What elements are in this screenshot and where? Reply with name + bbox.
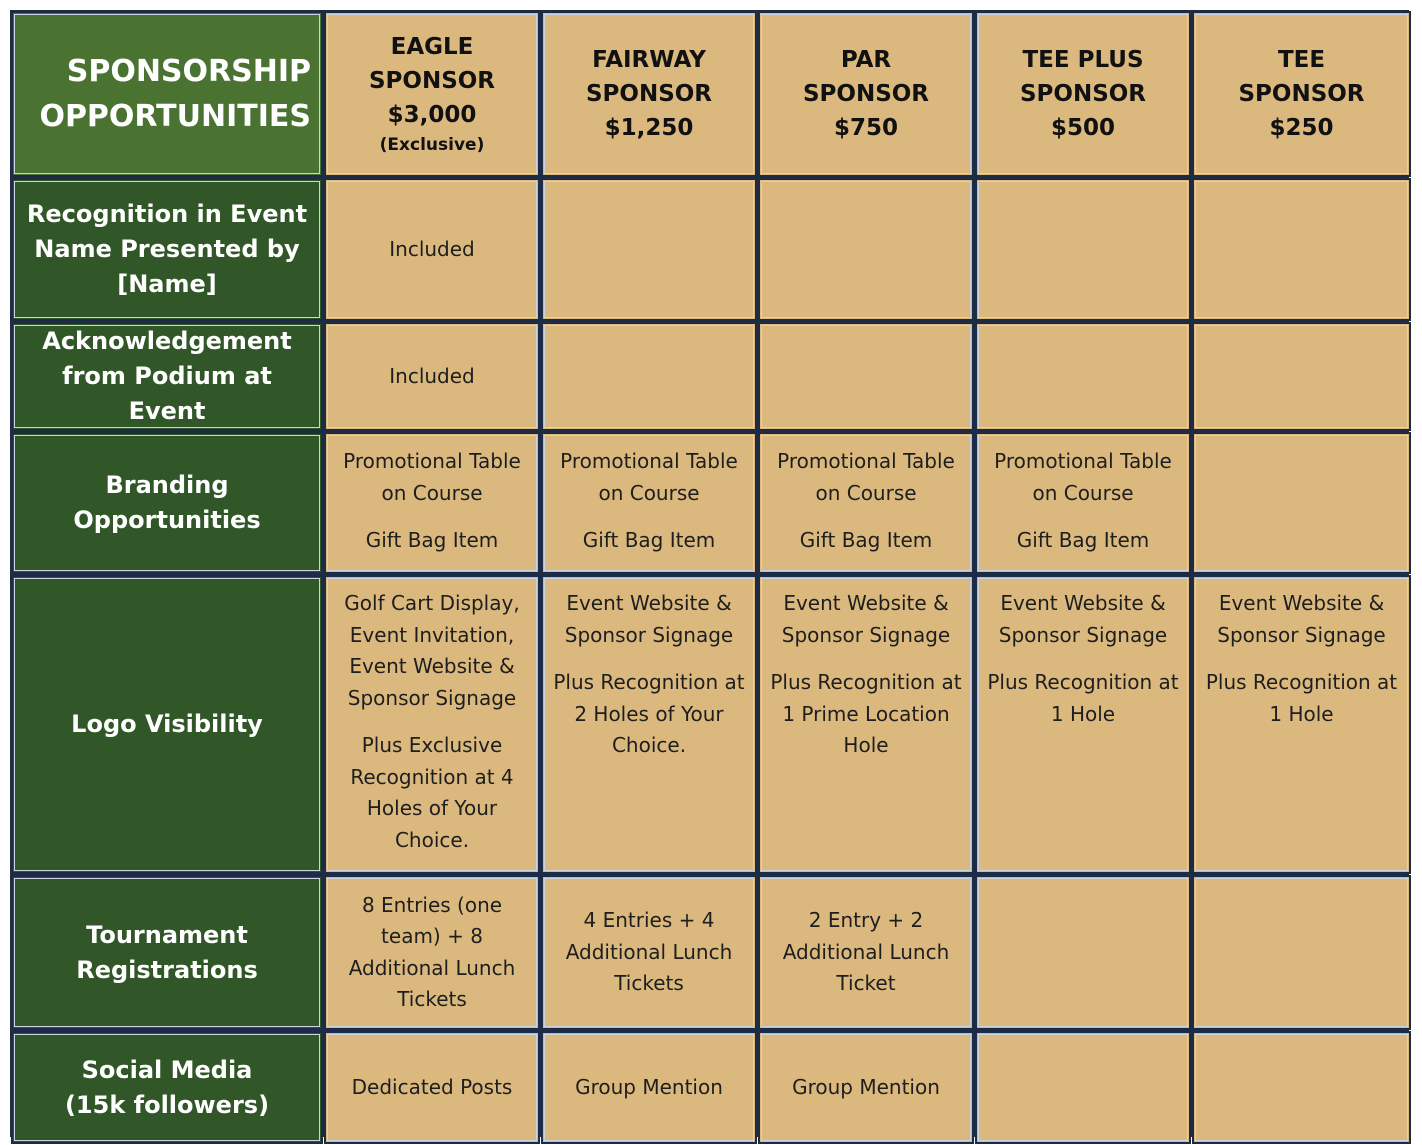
tier-name: EAGLE [390, 34, 474, 60]
benefit-line: Sponsor Signage [347, 685, 517, 710]
benefit-line: Promotional Table [994, 449, 1172, 473]
benefit-cell [324, 875, 540, 1030]
empty-cell [1192, 432, 1411, 574]
row-label-line: (15k followers) [64, 1090, 270, 1119]
tier-name: PAR [840, 47, 892, 73]
row-label-line: Name Presented by [34, 235, 300, 263]
benefit-line: Event Website & [1000, 591, 1166, 615]
empty-cell [1192, 178, 1411, 321]
benefit-line: Hole [843, 733, 889, 757]
row-label-line: Recognition in Event [26, 200, 308, 228]
benefit-cell [758, 875, 974, 1030]
table-title-line: OPPORTUNITIES [39, 99, 311, 134]
benefit-line: Recognition at 4 [350, 764, 514, 789]
benefit-line: Plus Recognition at [987, 670, 1179, 694]
benefit-line: on Course [381, 480, 483, 505]
empty-cell [1192, 875, 1411, 1030]
benefit-line: Sponsor Signage [781, 622, 951, 647]
benefit-line: Event Website & [349, 654, 515, 678]
empty-cell [975, 322, 1191, 431]
tier-price: $500 [1050, 115, 1115, 141]
benefit-line: Plus Recognition at [553, 670, 745, 694]
benefit-line: Holes of Your [366, 796, 498, 820]
benefit-cell [1192, 575, 1411, 874]
benefit-line: Additional Lunch [782, 939, 950, 964]
row-label [11, 432, 323, 574]
row-label-line: [Name] [117, 270, 217, 298]
benefit-cell [758, 432, 974, 574]
benefit-cell [324, 432, 540, 574]
tier-name: FAIRWAY [592, 47, 706, 73]
table-title [11, 11, 323, 177]
row-label-line: Tournament [86, 920, 248, 949]
tier-price: $3,000 [387, 102, 477, 128]
benefit-line: on Course [815, 480, 917, 505]
benefit-cell [541, 575, 757, 874]
benefit-line: Included [389, 236, 475, 261]
benefit-line: Golf Cart Display, [344, 591, 520, 615]
benefit-line: Gift Bag Item [365, 528, 499, 552]
row-label [11, 322, 323, 431]
benefit-cell [758, 1031, 974, 1144]
benefit-cell [324, 575, 540, 874]
benefit-line: 1 Hole [1269, 701, 1334, 726]
tier-header-tee [1192, 11, 1411, 177]
tier-header-tee-plus [975, 11, 1191, 177]
benefit-line: Event Website & [1218, 591, 1385, 615]
tier-price: $750 [833, 115, 898, 141]
benefit-line: 4 Entries + 4 [583, 908, 715, 933]
row-label-line: from Podium at Event [62, 362, 272, 425]
benefit-line: Sponsor Signage [1217, 622, 1386, 647]
empty-cell [758, 178, 974, 321]
tier-name: TEE PLUS [1022, 47, 1144, 73]
empty-cell [541, 178, 757, 321]
tier-note: (Exclusive) [379, 135, 485, 155]
tier-price: $250 [1269, 115, 1334, 141]
benefit-line: 1 Hole [1050, 701, 1116, 726]
benefit-line: Group Mention [575, 1074, 723, 1099]
tier-sponsor-label: SPONSOR [585, 81, 713, 107]
benefit-line: Gift Bag Item [799, 528, 933, 552]
row-label [11, 875, 323, 1030]
benefit-line: Additional Lunch [348, 955, 516, 980]
benefit-line: Plus Recognition at [1205, 670, 1398, 694]
empty-cell [1192, 322, 1411, 431]
benefit-line: Sponsor Signage [998, 622, 1168, 647]
benefit-line: Promotional Table [777, 449, 955, 473]
tier-header-par [758, 11, 974, 177]
row-label-line: Logo Visibility [71, 710, 263, 738]
benefit-line: Event Website & [566, 591, 732, 615]
row-label [11, 1031, 323, 1144]
tier-name: TEE [1277, 47, 1326, 73]
table-title-line: SPONSORSHIP [66, 54, 311, 89]
benefit-line: Sponsor Signage [564, 622, 734, 647]
benefit-line: Dedicated Posts [351, 1074, 513, 1099]
benefit-cell [541, 1031, 757, 1144]
benefit-line: Promotional Table [560, 449, 738, 473]
benefit-cell [324, 1031, 540, 1144]
row-label [11, 178, 323, 321]
empty-cell [758, 322, 974, 431]
tier-header-fairway [541, 11, 757, 177]
tier-sponsor-label: SPONSOR [802, 81, 930, 107]
tier-sponsor-label: SPONSOR [1019, 81, 1147, 107]
benefit-cell [975, 575, 1191, 874]
benefit-line: on Course [598, 480, 700, 505]
benefit-cell [758, 575, 974, 874]
benefit-line: team) + 8 [381, 924, 483, 948]
tier-price: $1,250 [604, 115, 694, 141]
benefit-line: Plus Exclusive [361, 733, 503, 757]
benefit-line: Event Invitation, [349, 622, 515, 647]
tier-sponsor-label: SPONSOR [1238, 81, 1365, 107]
benefit-line: 2 Holes of Your [574, 701, 724, 726]
benefit-cell [541, 432, 757, 574]
empty-cell [975, 1031, 1191, 1144]
benefit-line: Choice. [611, 733, 687, 757]
benefit-line: Tickets [614, 971, 684, 996]
benefit-line: Event Website & [783, 591, 949, 615]
benefit-line: on Course [1032, 480, 1134, 505]
benefit-line: Tickets [397, 987, 467, 1011]
benefit-line: 2 Entry + 2 [808, 908, 924, 933]
benefit-line: Included [389, 363, 475, 388]
benefit-line: Promotional Table [343, 449, 521, 473]
tier-header-eagle [324, 11, 540, 177]
benefit-line: Ticket [836, 971, 896, 996]
benefit-cell [975, 432, 1191, 574]
benefit-cell [541, 875, 757, 1030]
row-label-line: Social Media [81, 1055, 253, 1084]
empty-cell [975, 875, 1191, 1030]
empty-cell [541, 322, 757, 431]
benefit-line: Gift Bag Item [1016, 528, 1150, 552]
row-label-line: Acknowledgement [42, 327, 292, 355]
sponsorship-table [10, 10, 1409, 1137]
benefit-line: Additional Lunch [565, 939, 733, 964]
empty-cell [1192, 1031, 1411, 1144]
row-label-line: Opportunities [73, 506, 261, 534]
row-label [11, 575, 323, 874]
benefit-line: Plus Recognition at [770, 670, 962, 694]
benefit-line: Group Mention [792, 1074, 940, 1099]
tier-sponsor-label: SPONSOR [368, 68, 496, 94]
row-label-line: Branding [105, 471, 229, 499]
empty-cell [975, 178, 1191, 321]
benefit-line: 8 Entries (one [361, 892, 503, 917]
benefit-line: Gift Bag Item [582, 528, 716, 552]
benefit-line: 1 Prime Location [782, 701, 950, 726]
benefit-cell [324, 178, 540, 321]
benefit-line: Choice. [394, 827, 470, 852]
row-label-line: Registrations [76, 955, 258, 984]
benefit-cell [324, 322, 540, 431]
